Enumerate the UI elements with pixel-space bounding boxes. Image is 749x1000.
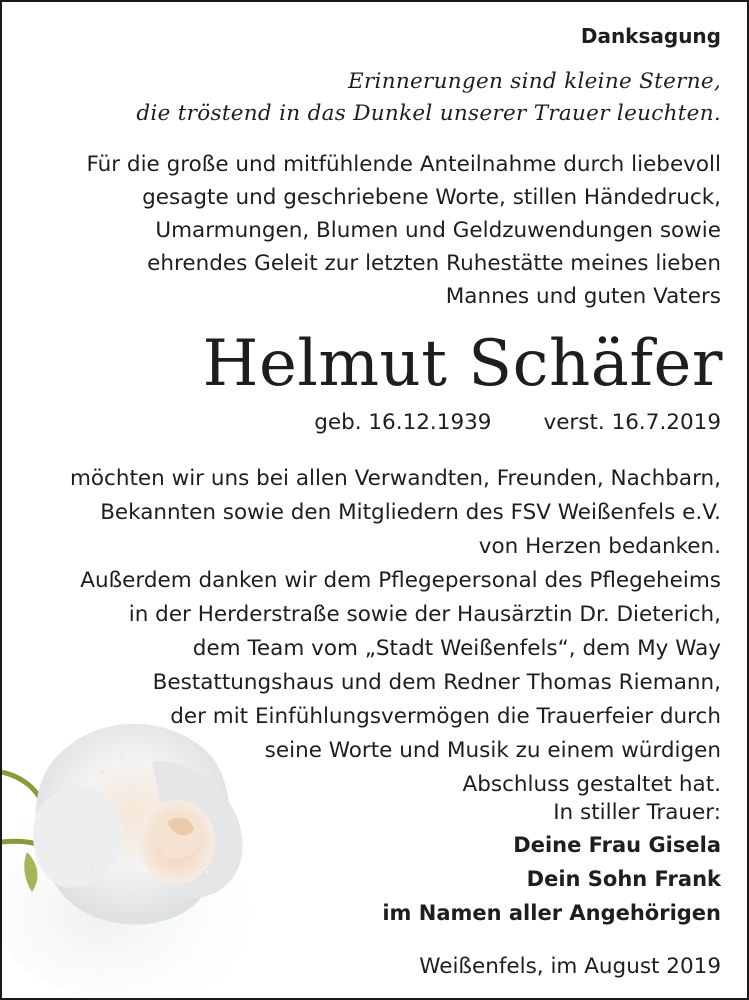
signer: im Namen aller Angehörigen — [382, 901, 721, 925]
text-line: Mannes und guten Vaters — [445, 284, 721, 309]
text-line: Umarmungen, Blumen und Geldzuwendungen sowie — [155, 218, 721, 243]
text-line: Bestattungshaus und dem Redner Thomas Riemann, — [152, 670, 721, 695]
text-line: Außerdem danken wir dem Pflegepersonal des Pflegeheims — [80, 568, 721, 593]
quote-line: die tröstend in das Dunkel unserer Trauer leuchten. — [136, 101, 721, 126]
text-line: dem Team vom „Stadt Weißenfels“, dem My Way — [192, 636, 721, 661]
text-line: ehrendes Geleit zur letzten Ruhestätte meines lieben — [147, 251, 721, 276]
signer: Deine Frau Gisela — [513, 833, 721, 857]
gratitude-paragraph-main — [70, 462, 721, 802]
text-line: seine Worte und Musik zu einem würdigen — [264, 738, 721, 763]
deceased-name: Helmut Schäfer — [202, 327, 723, 401]
text-line: Abschluss gestaltet hat. — [462, 772, 721, 797]
place-and-date: Weißenfels, im August 2019 — [419, 954, 721, 979]
text-line: in der Herderstraße sowie der Hausärztin Dr. Dieterich, — [128, 602, 721, 627]
notice-heading: Danksagung — [580, 24, 721, 48]
life-dates — [314, 406, 721, 440]
birth-date: geb. 16.12.1939 — [314, 410, 492, 435]
text-line: Bekannten sowie den Mitgliedern des FSV Weißenfels e.V. — [100, 500, 721, 525]
text-line: möchten wir uns bei allen Verwandten, Freunden, Nachbarn, — [69, 466, 721, 491]
signature-intro: In stiller Trauer: — [553, 800, 721, 825]
text-line: Für die große und mitfühlende Anteilnahme durch liebevoll — [86, 152, 721, 177]
text-line: gesagte und geschriebene Worte, stillen Händedruck, — [142, 185, 721, 210]
quote-line: Erinnerungen sind kleine Sterne, — [347, 69, 721, 94]
text-line: der mit Einfühlungsvermögen die Trauerfeier durch — [170, 704, 721, 729]
gratitude-paragraph-intro — [86, 148, 721, 313]
memorial-quote — [136, 66, 721, 130]
signer: Dein Sohn Frank — [526, 867, 721, 891]
text-line: von Herzen bedanken. — [478, 534, 721, 559]
signers-list — [382, 828, 721, 930]
death-date: verst. 16.7.2019 — [543, 410, 721, 435]
